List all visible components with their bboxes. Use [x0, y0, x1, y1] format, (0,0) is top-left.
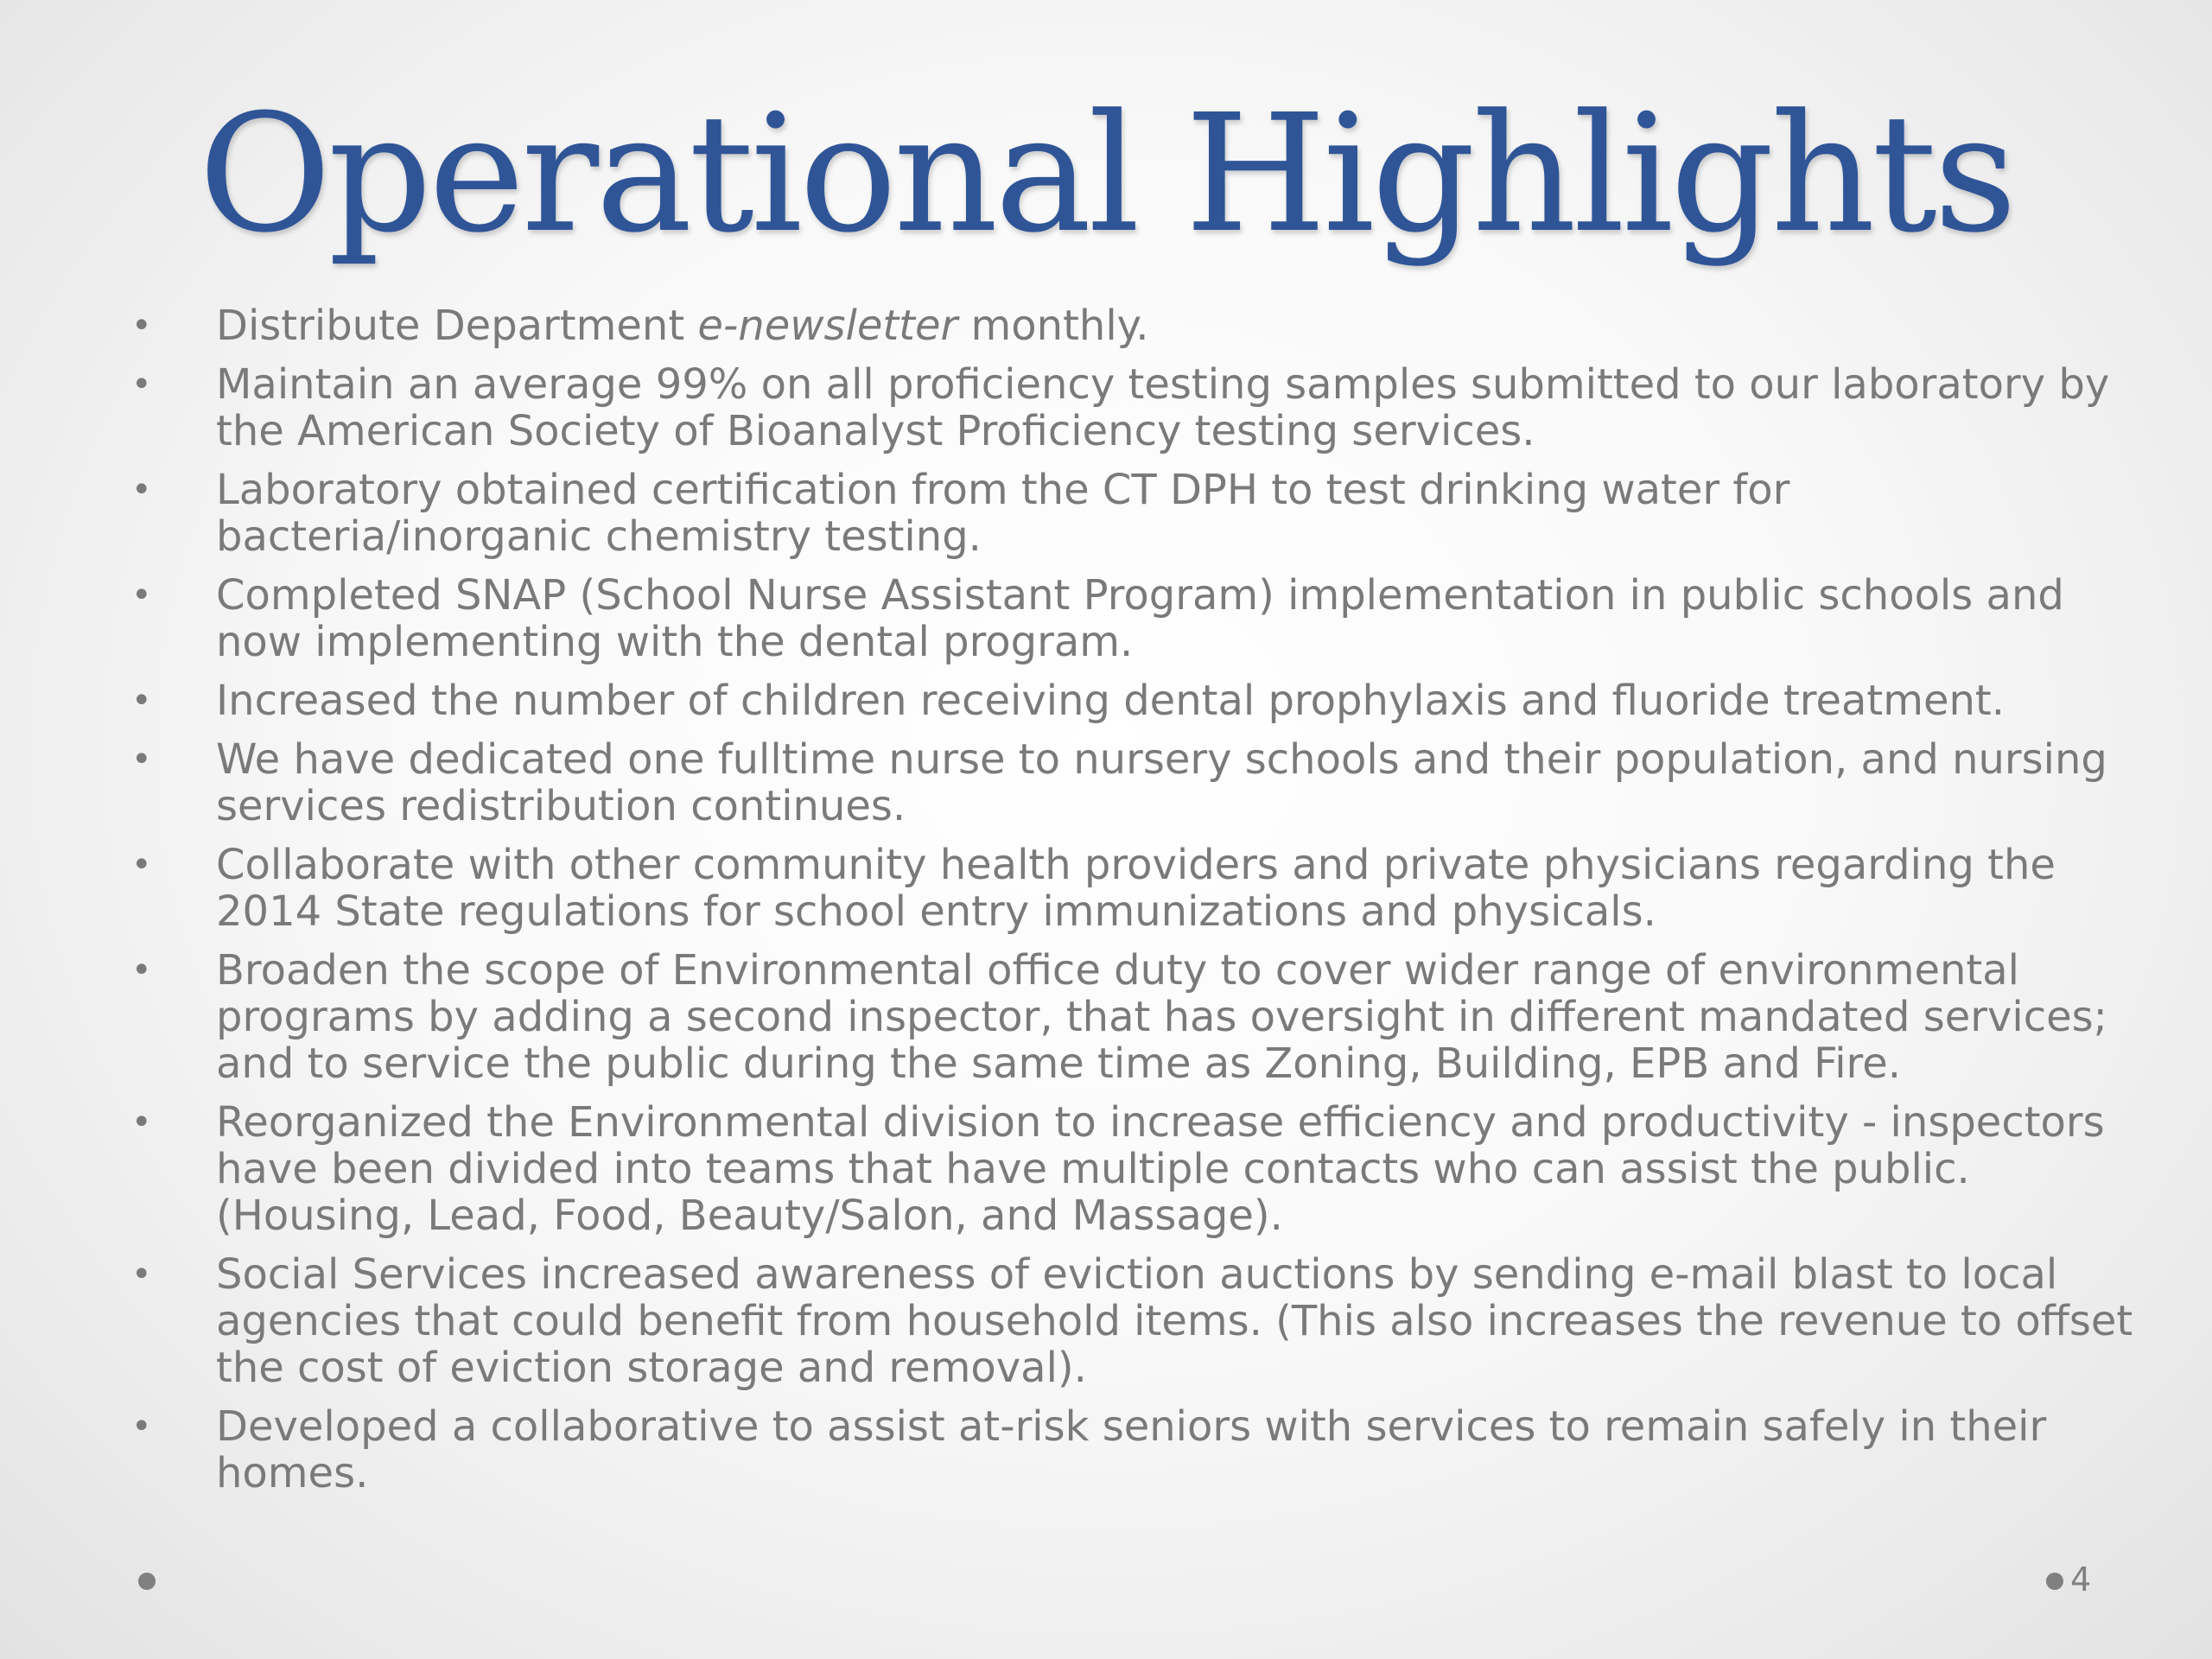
- bullet-text: Social Services increased awareness of eviction auctions by sending e-mail blast to local agencies that could benefit from household items. (This also increases the revenue to offset the cost of eviction storage and removal).: [216, 1250, 2133, 1392]
- bullet-item: [0, 677, 2212, 724]
- bullet-text: Reorganized the Environmental division to increase efficiency and productivity - inspectors have been divided into teams that have multiple contacts who can assist the public. (Housing, Lead, Food, Beauty/Salon, and Massage).: [216, 1098, 2105, 1240]
- bullet-text: [216, 302, 2134, 349]
- bullet-item: [0, 736, 2212, 830]
- bullet-text: Laboratory obtained certification from the CT DPH to test drinking water for bacteria/inorganic chemistry testing.: [216, 466, 1790, 561]
- bullet-icon: •: [131, 950, 152, 990]
- bullet-icon: •: [131, 681, 152, 721]
- bullet-text: Developed a collaborative to assist at-risk seniors with services to remain safely in their homes.: [216, 1402, 2047, 1497]
- bullet-icon: •: [131, 1103, 152, 1142]
- bullet-icon: •: [131, 575, 152, 615]
- bullet-text-italic: e-newsletter: [697, 302, 958, 350]
- bullet-text-end: monthly.: [957, 302, 1149, 350]
- bullet-item: [0, 572, 2212, 665]
- bullet-icon: •: [131, 740, 152, 779]
- decorative-dot-icon: [138, 1573, 156, 1590]
- bullet-text: Collaborate with other community health providers and private physicians regarding the 2014 State regulations for school entry immunizations and physicals.: [216, 841, 2056, 936]
- bullet-icon: •: [131, 845, 152, 885]
- bullet-icon: •: [131, 306, 152, 346]
- bullet-item: [0, 361, 2212, 454]
- bullet-icon: •: [131, 470, 152, 510]
- bullet-text: Increased the number of children receiving dental prophylaxis and fluoride treatment.: [216, 677, 2005, 725]
- bullet-item: [0, 1251, 2212, 1391]
- bullet-text: Maintain an average 99% on all proficiency testing samples submitted to our laboratory by the American Society of Bioanalyst Proficiency testing services.: [216, 360, 2110, 455]
- bullet-icon: •: [131, 1407, 152, 1446]
- bullet-icon: •: [131, 1255, 152, 1294]
- slide-title: Operational Highlights: [198, 79, 2014, 269]
- bullet-item: [0, 302, 2212, 349]
- bullet-icon: •: [131, 365, 152, 404]
- bullet-list: [0, 302, 2212, 1509]
- bullet-text: Broaden the scope of Environmental office duty to cover wider range of environmental programs by adding a second inspector, that has oversight in different mandated services; and to service the public during the same time as Zoning, Building, EPB and Fire.: [216, 946, 2107, 1088]
- page-number: 4: [2070, 1560, 2092, 1599]
- bullet-item: [0, 947, 2212, 1087]
- bullet-item: [0, 1099, 2212, 1239]
- bullet-item: [0, 842, 2212, 935]
- bullet-text: Completed SNAP (School Nurse Assistant Program) implementation in public schools and now implementing with the dental program.: [216, 571, 2064, 666]
- bullet-item: [0, 1403, 2212, 1497]
- decorative-dot-icon: [2046, 1573, 2063, 1590]
- bullet-item: [0, 467, 2212, 560]
- bullet-text-start: Distribute Department: [216, 302, 698, 350]
- bullet-text: We have dedicated one fulltime nurse to nursery schools and their population, and nursing services redistribution continues.: [216, 735, 2107, 830]
